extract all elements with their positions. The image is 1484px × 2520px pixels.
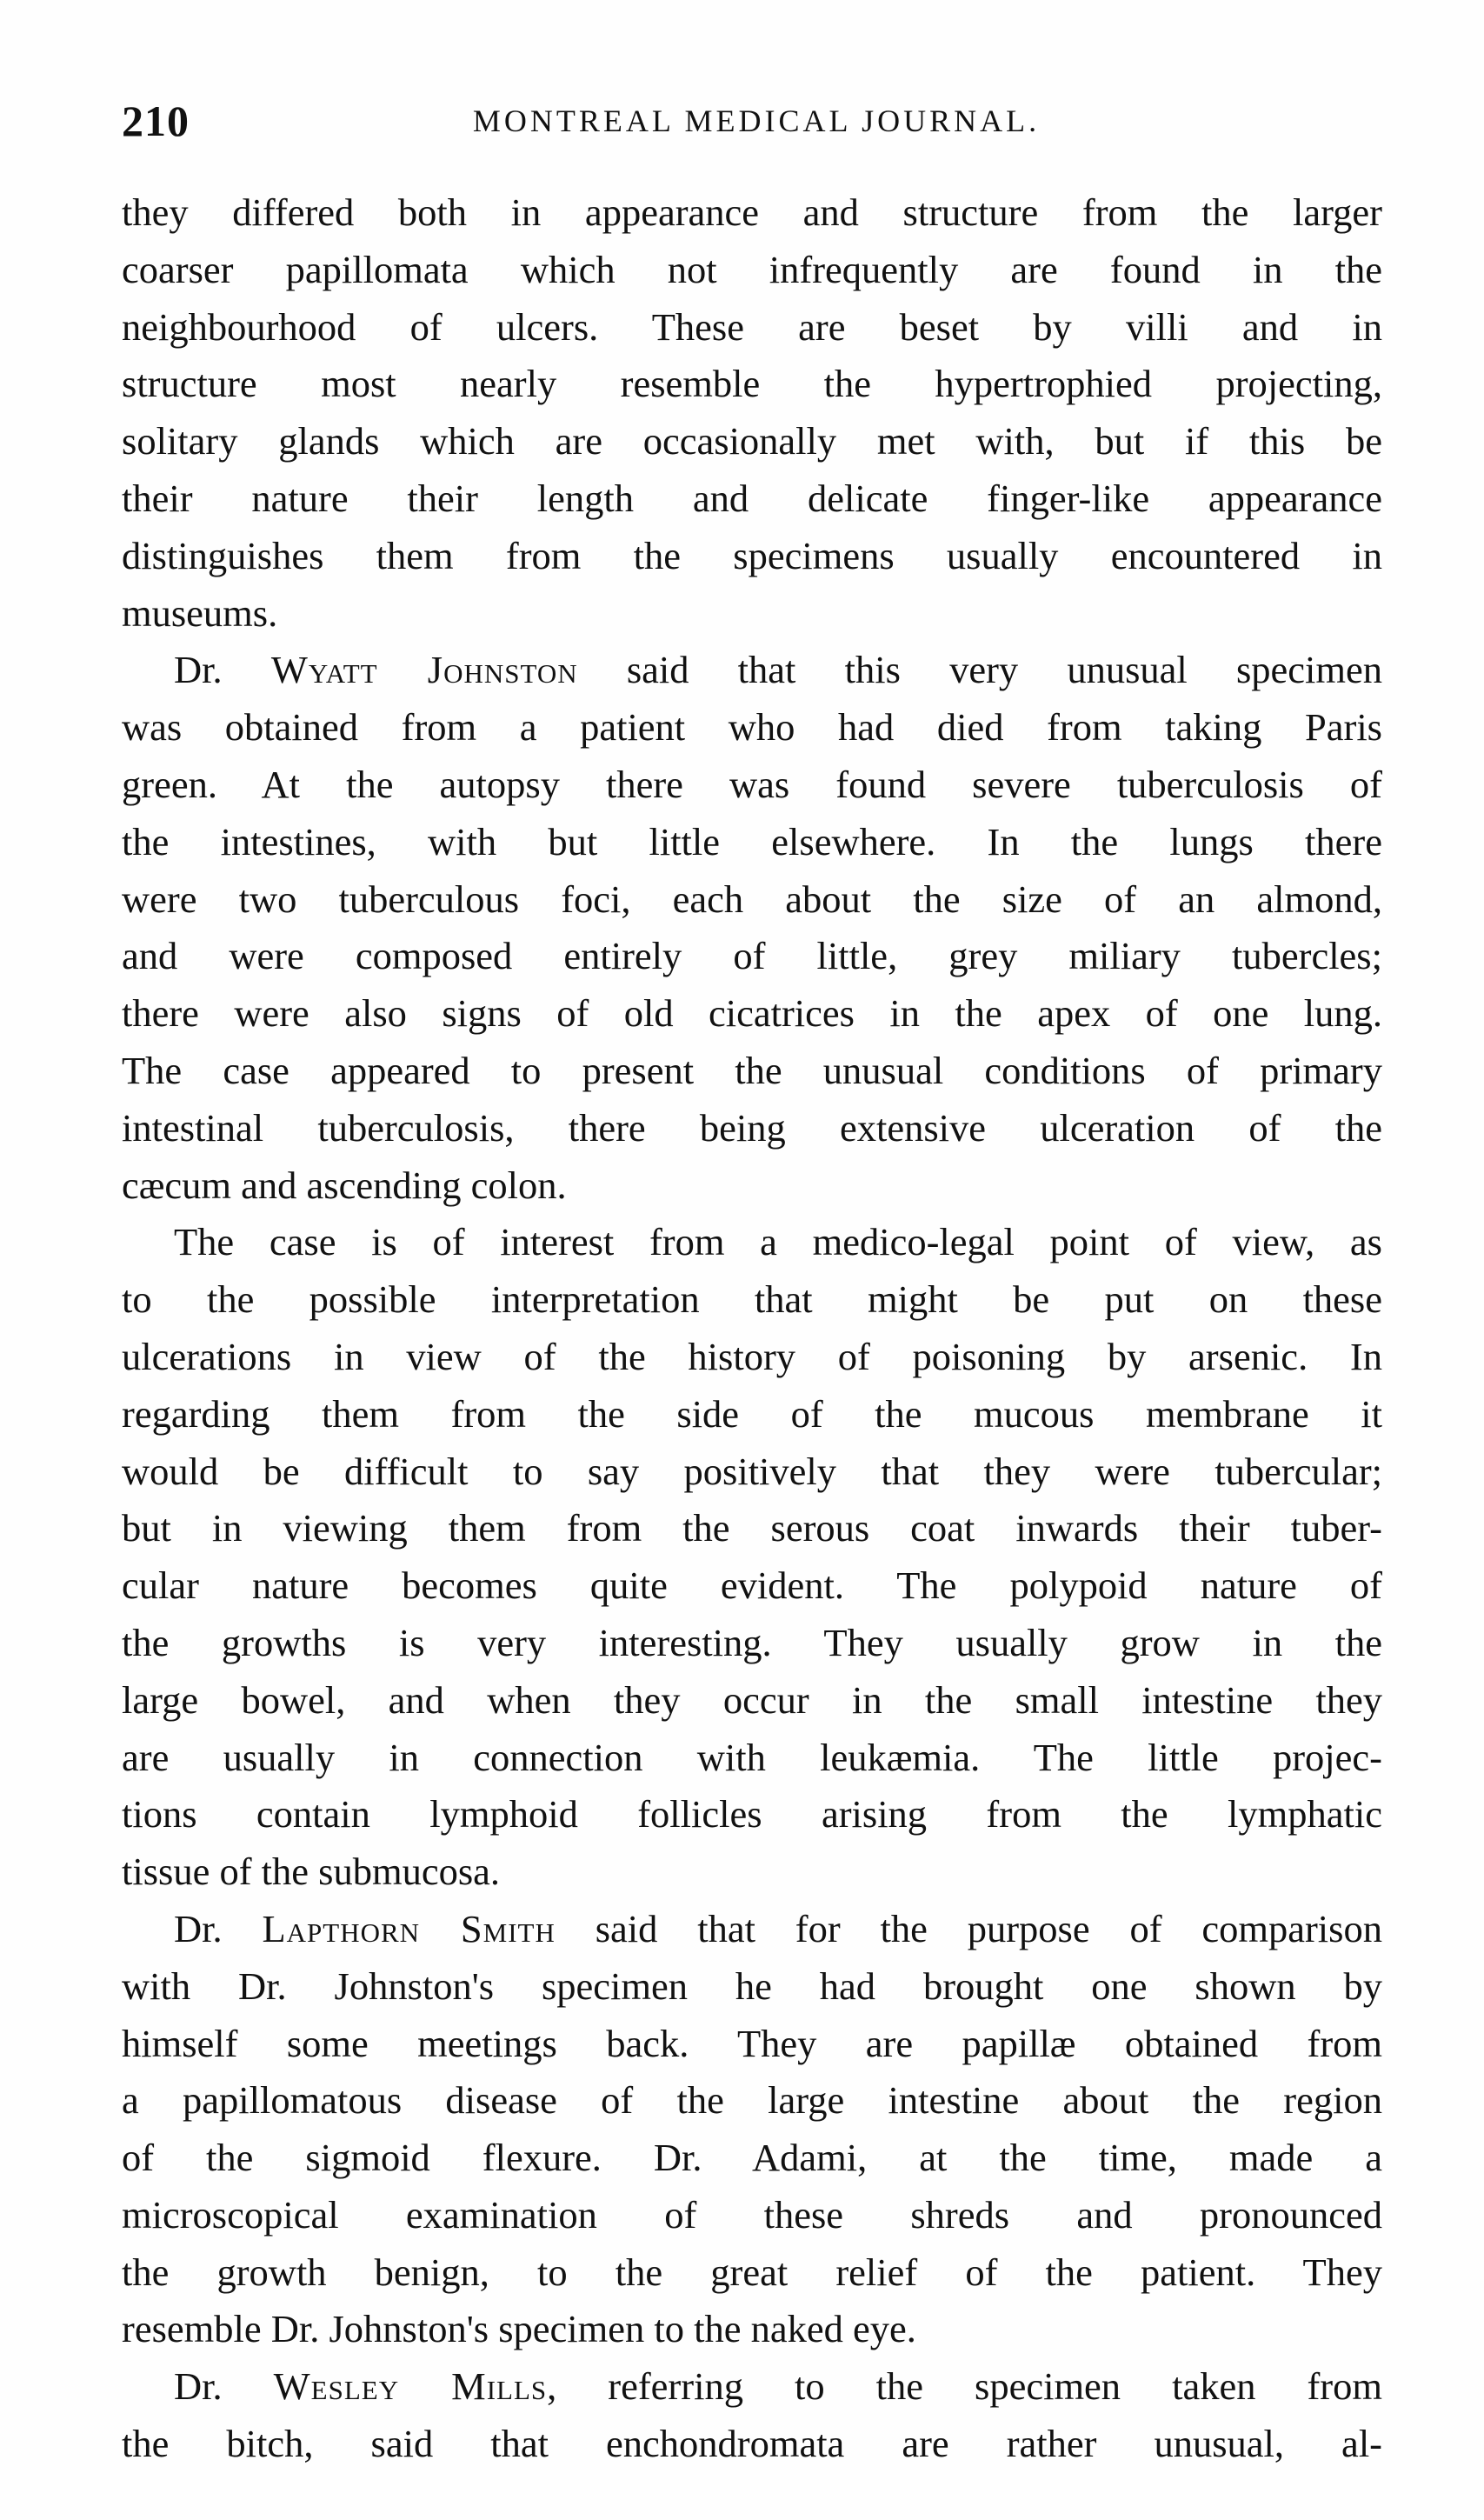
text-line: The case appeared to present the unusual conditions of primary: [122, 1048, 1382, 1092]
text-line: The case is of interest from a medico-legal point of view, as: [174, 1220, 1382, 1264]
running-head: MONTREAL MEDICAL JOURNAL.: [472, 103, 1041, 138]
text-line: they differed both in appearance and structure from the larger: [122, 190, 1382, 234]
text-line: were two tuberculous foci, each about the size of an almond,: [122, 877, 1382, 921]
text-line: ulcerations in view of the history of poisoning by arsenic. In: [122, 1334, 1382, 1378]
speaker-line-text: said that this very unusual specimen: [577, 648, 1382, 692]
text-line: intestinal tuberculosis, there being extensive ulceration of the: [122, 1105, 1382, 1150]
text-line: neighbourhood of ulcers. These are beset by villi and in: [122, 304, 1382, 349]
text-line: resemble Dr. Johnston's specimen to the naked eye.: [122, 2307, 916, 2351]
text-line: would be difficult to say positively that they were tubercular;: [122, 1449, 1382, 1493]
text-line: but in viewing them from the serous coat inwards their tuber-: [122, 1506, 1382, 1550]
text-line: cæcum and ascending colon.: [122, 1163, 567, 1207]
text-line: coarser papillomata which not infrequently are found in the: [122, 247, 1382, 291]
text-line: himself some meetings back. They are papillæ obtained from: [122, 2021, 1382, 2065]
text-line: the growth benign, to the great relief of the patient. They: [122, 2250, 1382, 2294]
text-line: [122, 2358, 1382, 2416]
text-line: the intestines, with but little elsewhere. In the lungs there: [122, 819, 1382, 863]
paragraph-wesley-mills: [122, 2358, 1382, 2473]
text-line: cular nature becomes quite evident. The polypoid nature of: [122, 1563, 1382, 1608]
speaker-line-text: , referring to the specimen taken from: [547, 2364, 1382, 2409]
speaker-name: Wyatt Johnston: [270, 648, 578, 692]
article-body: [122, 184, 1382, 2473]
speaker-prefix: Dr.: [174, 648, 271, 692]
paragraph-1: [122, 184, 1382, 642]
speaker-prefix: Dr.: [174, 1906, 263, 1950]
speaker-line-text: said that for the purpose of comparison: [555, 1906, 1382, 1950]
paragraph-medico-legal: [122, 1214, 1382, 1901]
text-line: museums.: [122, 590, 278, 635]
text-line: their nature their length and delicate finger-like appearance: [122, 476, 1382, 520]
text-line: there were also signs of old cicatrices in the apex of one lung.: [122, 991, 1382, 1036]
text-line: and were composed entirely of little, grey miliary tubercles;: [122, 934, 1382, 978]
text-line: microscopical examination of these shreds and pronounced: [122, 2192, 1382, 2237]
text-line: large bowel, and when they occur in the small intestine they: [122, 1677, 1382, 1722]
speaker-name: Lapthorn Smith: [262, 1906, 556, 1950]
text-line: regarding them from the side of the mucous membrane it: [122, 1391, 1382, 1436]
text-line: the growths is very interesting. They usually grow in the: [122, 1620, 1382, 1664]
text-line: distinguishes them from the specimens usually encountered in: [122, 533, 1382, 577]
text-line: are usually in connection with leukæmia. The little projec-: [122, 1735, 1382, 1779]
paragraph-wyatt-johnston: [122, 642, 1382, 1214]
text-line: [122, 642, 1382, 699]
text-line: [122, 1901, 1382, 1958]
speaker-name: Wesley Mills: [273, 2364, 548, 2409]
text-line: with Dr. Johnston's specimen he had brought one shown by: [122, 1963, 1382, 2008]
text-line: tissue of the submucosa.: [122, 1850, 501, 1894]
text-line: the bitch, said that enchondromata are rather unusual, al-: [122, 2422, 1382, 2466]
speaker-prefix: Dr.: [174, 2364, 274, 2409]
text-line: was obtained from a patient who had died from taking Paris: [122, 705, 1382, 750]
page-header: [122, 96, 1391, 148]
text-line: tions contain lymphoid follicles arising from the lymphatic: [122, 1792, 1382, 1837]
page-number: 210: [122, 97, 190, 145]
text-line: solitary glands which are occasionally met with, but if this be: [122, 419, 1382, 463]
text-line: green. At the autopsy there was found severe tuberculosis of: [122, 762, 1382, 806]
text-line: a papillomatous disease of the large intestine about the region: [122, 2078, 1382, 2123]
paragraph-lapthorn-smith: [122, 1901, 1382, 2358]
text-line: of the sigmoid flexure. Dr. Adami, at the time, made a: [122, 2136, 1382, 2180]
text-line: to the possible interpretation that might be put on these: [122, 1277, 1382, 1322]
text-line: structure most nearly resemble the hypertrophied projecting,: [122, 362, 1382, 406]
